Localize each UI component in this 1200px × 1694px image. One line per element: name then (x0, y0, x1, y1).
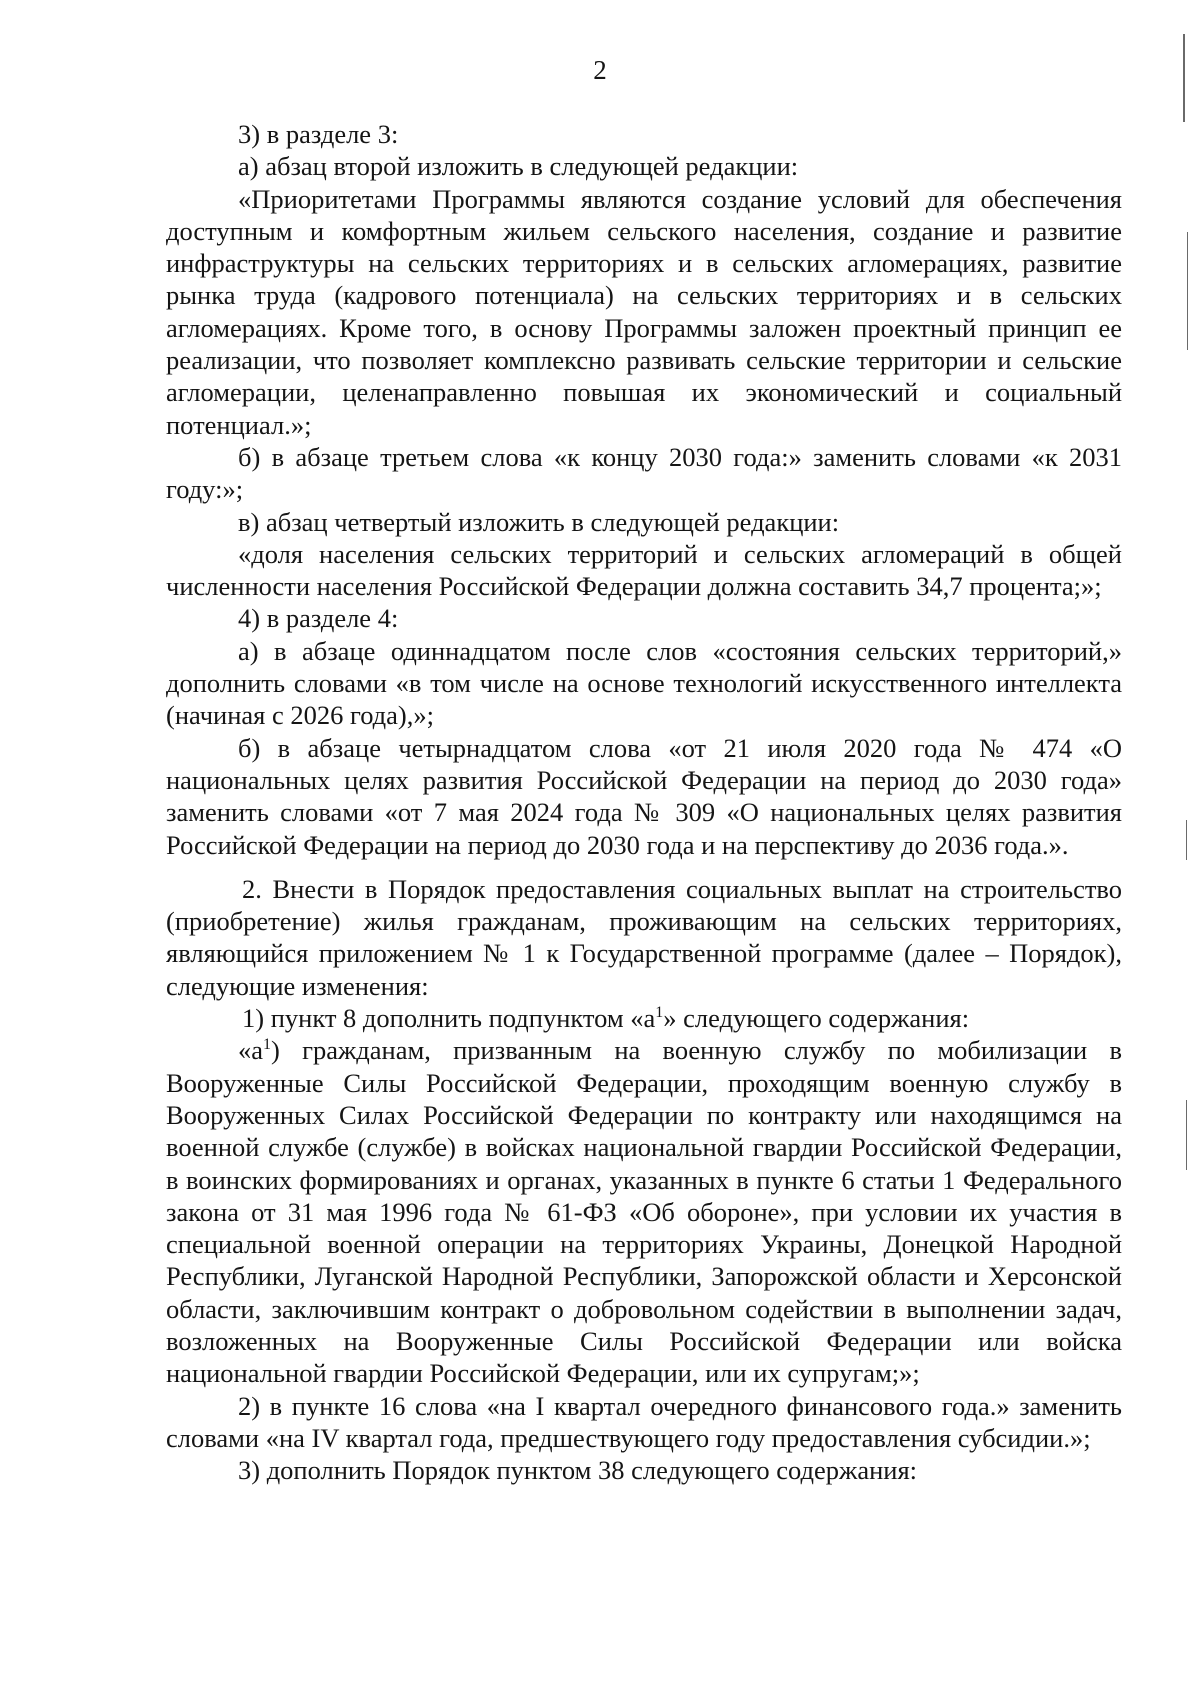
paragraph-point-8 (166, 1002, 1122, 1034)
paragraph-point-38: 3) дополнить Порядок пунктом 38 следующего содержания: (238, 1455, 917, 1486)
subpoint-a1-start: «а (238, 1035, 264, 1066)
paragraph-population-share: «доля населения сельских территорий и сельских агломераций в общей численности населения Российской Федерации должна составить 34,7 процента;»; (166, 538, 1122, 602)
paragraph-item-2: 2. Внести в Порядок предоставления социальных выплат на строительство (приобретение) жилья гражданам, проживающим на сельских территориях, являющийся приложением № 1 к Государственной программе (далее – Порядок), следующие изменения: (166, 873, 1122, 1001)
paragraph-4b: б) в абзаце четырнадцатом слова «от 21 июля 2020 года № 474 «О национальных целях развития Российской Федерации на период до 2030 года» заменить словами «от 7 мая 2024 года № 309 «О национальных целях развития Российской Федерации на период до 2030 года и на перспективу до 2036 года.». (166, 732, 1122, 860)
subpoint-a1-text: ) гражданам, призванным на военную службу по мобилизации в Вооруженные Силы Российской Федерации, проходящим военную службу в Вооруженных Силах Российской Федерации по контракту или находящимся на военной службе (службе) в войсках национальной гвардии Российской Федерации, в воинских формированиях и органах, указанных в пункте 6 статьи 1 Федерального закона от 31 мая 1996 года № 61-ФЗ «Об обороне», при условии их участия в специальной военной операции на территориях Украины, Донецкой Народной Республики, Луганской Народной Республики, Запорожской области и Херсонской области, заключившим контракт о добровольном содействии в выполнении задач, возложенных на Вооруженные Силы Российской Федерации или войска национальной гвардии Российской Федерации, или их супругам;»; (166, 1035, 1122, 1389)
scan-edge-mark (1186, 820, 1187, 860)
document-body (166, 118, 1122, 1486)
paragraph-point-8-text-start: 1) пункт 8 дополнить подпунктом «а (242, 1003, 656, 1034)
page-number: 2 (593, 55, 607, 85)
paragraph-3b: б) в абзаце третьем слова «к концу 2030 года:» заменить словами «к 2031 году:»; (166, 441, 1122, 505)
scan-edge-mark (1187, 232, 1188, 350)
superscript-index: 1 (263, 1036, 272, 1054)
paragraph-section-3: 3) в разделе 3: (238, 119, 399, 149)
paragraph-3c: в) абзац четвертый изложить в следующей редакции: (238, 506, 840, 537)
superscript-index: 1 (655, 1004, 664, 1022)
scan-edge-mark (1186, 1100, 1187, 1170)
paragraph-point-16: 2) в пункте 16 слова «на I квартал очередного финансового года.» заменить словами «на IV квартал года, предшествующего году предоставления субсидии.»; (166, 1390, 1122, 1453)
paragraph-point-8-text-end: » следующего содержания: (663, 1003, 970, 1034)
paragraph-section-4: 4) в разделе 4: (238, 603, 399, 634)
paragraph-4a: а) в абзаце одиннадцатом после слов «состояния сельских территорий,» дополнить словами «в том числе на основе технологий искусственного интеллекта (начиная с 2026 года),»; (166, 635, 1122, 731)
paragraph-priorities: «Приоритетами Программы являются создание условий для обеспечения доступным и комфортным жильем сельского населения, создание и развитие инфраструктуры на сельских территориях и в сельских агломерациях, развитие рынка труда (кадрового потенциала) на сельских территориях и в сельских агломерациях. Кроме того, в основу Программы заложен проектный принцип ее реализации, что позволяет комплексно развивать сельские территории и сельские агломерации, целенаправленно повышая их экономический и социальный потенциал.»; (166, 183, 1122, 440)
scan-edge-mark (1183, 34, 1185, 122)
paragraph-subpoint-a1 (166, 1034, 1122, 1389)
paragraph-3a: а) абзац второй изложить в следующей редакции: (238, 151, 799, 182)
